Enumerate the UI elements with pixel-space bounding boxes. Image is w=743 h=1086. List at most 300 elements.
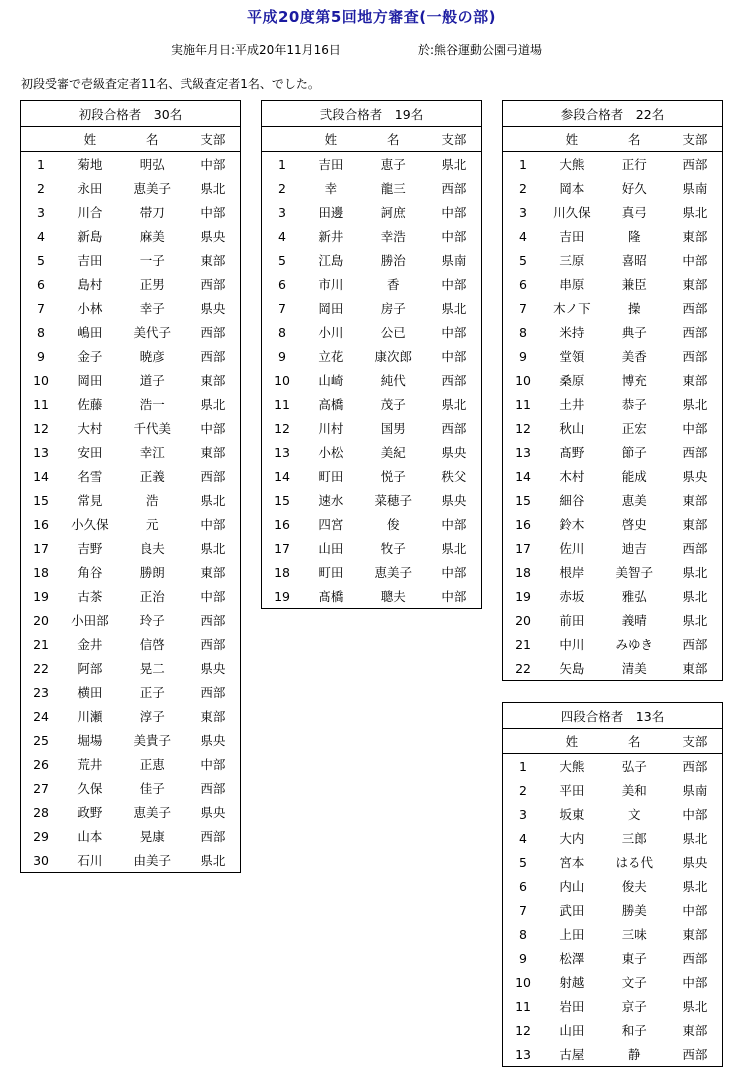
cell-surname: 川久保 bbox=[553, 205, 591, 220]
cell-given: 康次郎 bbox=[374, 349, 413, 364]
cell-no: 3 bbox=[37, 204, 45, 220]
cell-no: 1 bbox=[278, 156, 286, 172]
cell-surname: 木ノ下 bbox=[553, 301, 591, 316]
cell-branch: 中部 bbox=[682, 903, 708, 918]
cell-surname: 嶋田 bbox=[77, 325, 103, 340]
cell-given: 美智子 bbox=[615, 565, 654, 580]
table-row bbox=[503, 416, 723, 440]
cell-branch: 東部 bbox=[682, 661, 708, 676]
cell-no: 9 bbox=[519, 348, 527, 364]
cell-surname: 高橋 bbox=[318, 397, 344, 412]
cell-no: 9 bbox=[519, 950, 527, 966]
cell-surname: 江島 bbox=[318, 253, 344, 268]
cell-no: 21 bbox=[515, 636, 531, 652]
cell-no: 11 bbox=[515, 396, 531, 412]
table-row bbox=[503, 632, 723, 656]
cell-branch: 中部 bbox=[682, 253, 708, 268]
cell-surname: 土井 bbox=[559, 397, 585, 412]
summary-note: 初段受審で壱級査定者11名、弐級査定者1名、でした。 bbox=[21, 77, 320, 91]
table-row bbox=[503, 608, 723, 632]
cell-given: 義晴 bbox=[621, 613, 647, 628]
cell-branch: 県央 bbox=[200, 661, 226, 676]
cell-surname: 髙橋 bbox=[318, 589, 344, 604]
table-row bbox=[21, 344, 241, 368]
table-row bbox=[21, 368, 241, 392]
col-no bbox=[21, 127, 62, 152]
table-row bbox=[503, 344, 723, 368]
cell-no: 20 bbox=[515, 612, 531, 628]
cell-branch: 県南 bbox=[682, 181, 708, 196]
cell-given: 麻美 bbox=[139, 229, 165, 244]
cell-no: 27 bbox=[33, 780, 49, 796]
cell-surname: 武田 bbox=[559, 903, 585, 918]
table-row bbox=[21, 824, 241, 848]
cell-branch: 県南 bbox=[441, 253, 467, 268]
cell-branch: 東部 bbox=[200, 445, 226, 460]
cell-surname: 米持 bbox=[559, 325, 585, 340]
table-row bbox=[21, 248, 241, 272]
cell-given: 帯刀 bbox=[139, 205, 165, 220]
cell-no: 5 bbox=[278, 252, 286, 268]
exam-date: 実施年月日:平成20年11月16日 bbox=[171, 43, 341, 57]
cell-surname: 速水 bbox=[318, 493, 344, 508]
table-row bbox=[503, 368, 723, 392]
cell-surname: 岡田 bbox=[77, 373, 103, 388]
table-row bbox=[503, 512, 723, 536]
cell-no: 4 bbox=[37, 228, 45, 244]
cell-branch: 中部 bbox=[441, 517, 467, 532]
cell-surname: 川合 bbox=[77, 205, 103, 220]
cell-branch: 西部 bbox=[441, 373, 467, 388]
cell-no: 2 bbox=[519, 782, 527, 798]
cell-branch: 県北 bbox=[682, 565, 708, 580]
cell-no: 5 bbox=[519, 854, 527, 870]
cell-no: 7 bbox=[278, 300, 286, 316]
cell-surname: 内山 bbox=[559, 879, 585, 894]
cell-given: 文 bbox=[628, 807, 641, 822]
cell-given: 国男 bbox=[380, 421, 406, 436]
cell-branch: 中部 bbox=[200, 421, 226, 436]
cell-branch: 中部 bbox=[682, 807, 708, 822]
cell-no: 7 bbox=[519, 902, 527, 918]
cell-given: 正治 bbox=[139, 589, 165, 604]
cell-branch: 西部 bbox=[200, 277, 226, 292]
cell-surname: 串原 bbox=[559, 277, 585, 292]
cell-surname: 川瀬 bbox=[77, 709, 103, 724]
cell-given: 正義 bbox=[139, 469, 165, 484]
table-row bbox=[503, 464, 723, 488]
cell-no: 16 bbox=[33, 516, 49, 532]
cell-branch: 中部 bbox=[200, 205, 226, 220]
cell-given: 勝朗 bbox=[139, 565, 165, 580]
cell-no: 22 bbox=[515, 660, 531, 676]
table-row bbox=[503, 200, 723, 224]
table-row bbox=[21, 416, 241, 440]
cell-given: 恵子 bbox=[380, 157, 406, 172]
cell-surname: 吉野 bbox=[77, 541, 103, 556]
cell-branch: 県央 bbox=[200, 229, 226, 244]
table-row bbox=[503, 970, 723, 994]
table-sandan bbox=[502, 100, 723, 681]
cell-no: 10 bbox=[515, 974, 531, 990]
cell-given: 正男 bbox=[139, 277, 165, 292]
table-row bbox=[21, 152, 241, 177]
cell-surname: 古屋 bbox=[559, 1047, 585, 1062]
cell-given: 静 bbox=[628, 1047, 641, 1062]
cell-given: 隆 bbox=[628, 229, 641, 244]
cell-given: 一子 bbox=[139, 253, 165, 268]
cell-given: 真弓 bbox=[621, 205, 647, 220]
table-row bbox=[21, 224, 241, 248]
table-header: 参段合格者 22名 bbox=[503, 101, 723, 127]
cell-branch: 県北 bbox=[682, 613, 708, 628]
table-row bbox=[21, 392, 241, 416]
cell-surname: 佐藤 bbox=[77, 397, 103, 412]
cell-branch: 西部 bbox=[682, 157, 708, 172]
cell-given: 正行 bbox=[621, 157, 647, 172]
cell-surname: 政野 bbox=[77, 805, 103, 820]
cell-branch: 東部 bbox=[682, 229, 708, 244]
table-row bbox=[262, 464, 482, 488]
cell-surname: 上田 bbox=[559, 927, 585, 942]
cell-given: 恵美子 bbox=[133, 181, 172, 196]
table-row bbox=[503, 176, 723, 200]
table-row bbox=[503, 922, 723, 946]
table-row bbox=[21, 320, 241, 344]
cell-given: 恵美子 bbox=[374, 565, 413, 580]
cell-given: 暁彦 bbox=[139, 349, 165, 364]
table-row bbox=[503, 754, 723, 779]
cell-branch: 西部 bbox=[200, 781, 226, 796]
cell-no: 6 bbox=[278, 276, 286, 292]
cell-branch: 東部 bbox=[200, 373, 226, 388]
cell-branch: 東部 bbox=[200, 565, 226, 580]
table-row bbox=[503, 898, 723, 922]
cell-branch: 県北 bbox=[200, 853, 226, 868]
cell-surname: 桑原 bbox=[559, 373, 585, 388]
cell-branch: 県北 bbox=[682, 831, 708, 846]
cell-surname: 山田 bbox=[559, 1023, 585, 1038]
cell-given: 美貴子 bbox=[133, 733, 172, 748]
cell-given: 純代 bbox=[380, 373, 406, 388]
table-row bbox=[503, 224, 723, 248]
cell-surname: 安田 bbox=[77, 445, 103, 460]
cell-given: 美和 bbox=[621, 783, 647, 798]
table-row bbox=[21, 512, 241, 536]
table-header: 初段合格者 30名 bbox=[21, 101, 241, 127]
cell-no: 26 bbox=[33, 756, 49, 772]
cell-no: 30 bbox=[33, 852, 49, 868]
cell-branch: 中部 bbox=[441, 325, 467, 340]
cell-given: 幸江 bbox=[139, 445, 165, 460]
cell-given: 恭子 bbox=[621, 397, 647, 412]
cell-branch: 東部 bbox=[682, 517, 708, 532]
cell-surname: 島村 bbox=[77, 277, 103, 292]
cell-branch: 県北 bbox=[682, 999, 708, 1014]
table-row bbox=[503, 778, 723, 802]
cell-no: 10 bbox=[515, 372, 531, 388]
cell-no: 7 bbox=[37, 300, 45, 316]
table-row bbox=[262, 416, 482, 440]
cell-branch: 中部 bbox=[200, 589, 226, 604]
cell-no: 3 bbox=[519, 806, 527, 822]
cell-no: 29 bbox=[33, 828, 49, 844]
cell-no: 6 bbox=[37, 276, 45, 292]
cell-no: 17 bbox=[33, 540, 49, 556]
table-yondan bbox=[502, 702, 723, 1067]
cell-no: 13 bbox=[33, 444, 49, 460]
cell-given: 啓史 bbox=[621, 517, 647, 532]
cell-surname: 堀場 bbox=[77, 733, 103, 748]
cell-given: 房子 bbox=[380, 301, 406, 316]
cell-surname: 永田 bbox=[77, 181, 103, 196]
table-row bbox=[21, 176, 241, 200]
cell-given: 浩一 bbox=[139, 397, 165, 412]
cell-given: 三郎 bbox=[621, 831, 647, 846]
table-row bbox=[21, 704, 241, 728]
table-row bbox=[21, 752, 241, 776]
table-row bbox=[503, 994, 723, 1018]
cell-given: 美紀 bbox=[380, 445, 406, 460]
cell-surname: 幸 bbox=[324, 181, 338, 196]
cell-surname: 町田 bbox=[318, 565, 344, 580]
cell-no: 13 bbox=[515, 444, 531, 460]
col-no bbox=[503, 729, 544, 754]
cell-branch: 秩父 bbox=[441, 469, 467, 484]
cell-given: 浩 bbox=[146, 493, 159, 508]
cell-given: 佳子 bbox=[139, 781, 165, 796]
cell-surname: 小松 bbox=[318, 445, 344, 460]
cell-given: 正宏 bbox=[621, 421, 647, 436]
cell-no: 18 bbox=[274, 564, 290, 580]
cell-branch: 県北 bbox=[441, 541, 467, 556]
cell-surname: 久保 bbox=[77, 781, 103, 796]
col-branch: 支部 bbox=[668, 127, 723, 152]
table-row bbox=[21, 776, 241, 800]
page-title: 平成20度第5回地方審査(一般の部) bbox=[246, 8, 497, 26]
table-row bbox=[262, 272, 482, 296]
cell-surname: 常見 bbox=[77, 493, 103, 508]
cell-no: 15 bbox=[33, 492, 49, 508]
cell-surname: 石川 bbox=[77, 853, 103, 868]
cell-branch: 西部 bbox=[200, 829, 226, 844]
table-row bbox=[21, 200, 241, 224]
cell-no: 17 bbox=[515, 540, 531, 556]
cell-surname: 木村 bbox=[559, 469, 585, 484]
cell-given: 俊夫 bbox=[621, 879, 647, 894]
cell-no: 4 bbox=[278, 228, 286, 244]
cell-branch: 東部 bbox=[682, 277, 708, 292]
cell-no: 2 bbox=[519, 180, 527, 196]
table-row bbox=[262, 248, 482, 272]
cell-no: 22 bbox=[33, 660, 49, 676]
cell-no: 11 bbox=[274, 396, 290, 412]
cell-no: 1 bbox=[519, 758, 527, 774]
table-row bbox=[21, 272, 241, 296]
table-header: 弐段合格者 19名 bbox=[262, 101, 482, 127]
cell-given: 能成 bbox=[621, 469, 647, 484]
col-given: 名 bbox=[601, 729, 668, 754]
cell-no: 24 bbox=[33, 708, 49, 724]
cell-surname: 岡田 bbox=[318, 301, 344, 316]
cell-branch: 県北 bbox=[682, 205, 708, 220]
cell-surname: 小川 bbox=[318, 325, 344, 340]
cell-surname: 新島 bbox=[77, 229, 103, 244]
cell-given: 清美 bbox=[621, 661, 647, 676]
cell-branch: 中部 bbox=[200, 517, 226, 532]
cell-surname: 岩田 bbox=[559, 999, 585, 1014]
col-given: 名 bbox=[601, 127, 668, 152]
cell-branch: 県央 bbox=[200, 805, 226, 820]
col-surname: 姓 bbox=[543, 729, 601, 754]
cell-branch: 西部 bbox=[441, 421, 467, 436]
cell-surname: 髙野 bbox=[559, 445, 585, 460]
cell-given: 美代子 bbox=[133, 325, 172, 340]
col-branch: 支部 bbox=[668, 729, 723, 754]
cell-no: 12 bbox=[515, 1022, 531, 1038]
cell-branch: 県北 bbox=[200, 181, 226, 196]
table-row bbox=[503, 1018, 723, 1042]
cell-branch: 西部 bbox=[200, 469, 226, 484]
table-row bbox=[503, 296, 723, 320]
cell-surname: 四宮 bbox=[318, 517, 344, 532]
table-row bbox=[503, 850, 723, 874]
table-row bbox=[21, 800, 241, 824]
col-surname: 姓 bbox=[61, 127, 119, 152]
table-row bbox=[262, 536, 482, 560]
cell-branch: 東部 bbox=[200, 709, 226, 724]
cell-branch: 東部 bbox=[682, 1023, 708, 1038]
cell-surname: 鈴木 bbox=[559, 517, 585, 532]
table-row bbox=[503, 560, 723, 584]
cell-surname: 三原 bbox=[559, 253, 585, 268]
cell-surname: 町田 bbox=[318, 469, 344, 484]
cell-no: 9 bbox=[278, 348, 286, 364]
table-row bbox=[262, 488, 482, 512]
cell-surname: 大村 bbox=[77, 421, 103, 436]
cell-branch: 県央 bbox=[682, 855, 708, 870]
cell-surname: 山本 bbox=[77, 829, 103, 844]
table-row bbox=[503, 1042, 723, 1067]
cell-branch: 西部 bbox=[200, 325, 226, 340]
cell-surname: 金井 bbox=[77, 637, 103, 652]
cell-given: 恵美子 bbox=[133, 805, 172, 820]
cell-branch: 西部 bbox=[682, 759, 708, 774]
cell-given: 悦子 bbox=[380, 469, 406, 484]
cell-surname: 荒井 bbox=[77, 757, 103, 772]
cell-no: 8 bbox=[519, 926, 527, 942]
cell-branch: 西部 bbox=[682, 541, 708, 556]
cell-branch: 県北 bbox=[682, 589, 708, 604]
cell-branch: 県北 bbox=[441, 157, 467, 172]
table-row bbox=[21, 440, 241, 464]
table-row bbox=[21, 608, 241, 632]
cell-no: 8 bbox=[278, 324, 286, 340]
cell-given: 正恵 bbox=[139, 757, 165, 772]
cell-given: 弘子 bbox=[621, 759, 647, 774]
cell-branch: 県央 bbox=[200, 301, 226, 316]
cell-no: 9 bbox=[37, 348, 45, 364]
cell-no: 19 bbox=[33, 588, 49, 604]
cell-no: 16 bbox=[274, 516, 290, 532]
cell-no: 14 bbox=[274, 468, 290, 484]
cell-surname: 吉田 bbox=[318, 157, 344, 172]
cell-given: 晃二 bbox=[139, 661, 165, 676]
cell-no: 12 bbox=[33, 420, 49, 436]
cell-no: 8 bbox=[519, 324, 527, 340]
cell-no: 1 bbox=[519, 156, 527, 172]
cell-branch: 県央 bbox=[682, 469, 708, 484]
cell-surname: 前田 bbox=[559, 613, 585, 628]
cell-branch: 県央 bbox=[441, 445, 467, 460]
cell-branch: 西部 bbox=[682, 637, 708, 652]
cell-no: 4 bbox=[519, 228, 527, 244]
cell-given: 千代美 bbox=[133, 421, 172, 436]
cell-surname: 矢島 bbox=[559, 661, 585, 676]
cell-branch: 県北 bbox=[682, 879, 708, 894]
cell-no: 6 bbox=[519, 878, 527, 894]
cell-no: 11 bbox=[515, 998, 531, 1014]
cell-branch: 県北 bbox=[200, 493, 226, 508]
cell-branch: 中部 bbox=[441, 349, 467, 364]
cell-surname: 立花 bbox=[318, 349, 344, 364]
cell-no: 11 bbox=[33, 396, 49, 412]
cell-surname: 古茶 bbox=[77, 589, 103, 604]
table-row bbox=[262, 440, 482, 464]
table-row bbox=[503, 874, 723, 898]
cell-no: 5 bbox=[37, 252, 45, 268]
cell-branch: 中部 bbox=[200, 757, 226, 772]
cell-no: 3 bbox=[278, 204, 286, 220]
table-row bbox=[262, 176, 482, 200]
cell-given: 東子 bbox=[621, 951, 647, 966]
cell-branch: 中部 bbox=[682, 421, 708, 436]
cell-surname: 金子 bbox=[77, 349, 103, 364]
cell-branch: 中部 bbox=[682, 975, 708, 990]
cell-no: 13 bbox=[515, 1046, 531, 1062]
cell-branch: 西部 bbox=[200, 685, 226, 700]
table-row bbox=[21, 488, 241, 512]
cell-given: 淳子 bbox=[139, 709, 165, 724]
cell-given: 幸子 bbox=[139, 301, 165, 316]
cell-given: 操 bbox=[628, 301, 641, 316]
cell-no: 5 bbox=[519, 252, 527, 268]
cell-surname: 田邊 bbox=[318, 205, 344, 220]
cell-given: 菜穂子 bbox=[374, 493, 413, 508]
cell-given: 茂子 bbox=[380, 397, 406, 412]
cell-given: 京子 bbox=[621, 999, 647, 1014]
cell-surname: 横田 bbox=[77, 685, 103, 700]
cell-surname: 堂領 bbox=[559, 349, 585, 364]
cell-given: 晃康 bbox=[139, 829, 165, 844]
cell-branch: 県北 bbox=[441, 301, 467, 316]
cell-branch: 西部 bbox=[682, 445, 708, 460]
cell-surname: 角谷 bbox=[77, 565, 103, 580]
cell-surname: 根岸 bbox=[559, 565, 585, 580]
table-row bbox=[21, 296, 241, 320]
cell-branch: 県南 bbox=[682, 783, 708, 798]
cell-given: 典子 bbox=[621, 325, 647, 340]
table-row bbox=[503, 584, 723, 608]
col-surname: 姓 bbox=[543, 127, 601, 152]
cell-given: 元 bbox=[146, 517, 159, 532]
cell-given: 迪吉 bbox=[621, 541, 647, 556]
col-no bbox=[503, 127, 544, 152]
cell-given: 好久 bbox=[621, 181, 647, 196]
cell-no: 7 bbox=[519, 300, 527, 316]
cell-surname: 菊地 bbox=[77, 157, 103, 172]
cell-branch: 西部 bbox=[200, 613, 226, 628]
